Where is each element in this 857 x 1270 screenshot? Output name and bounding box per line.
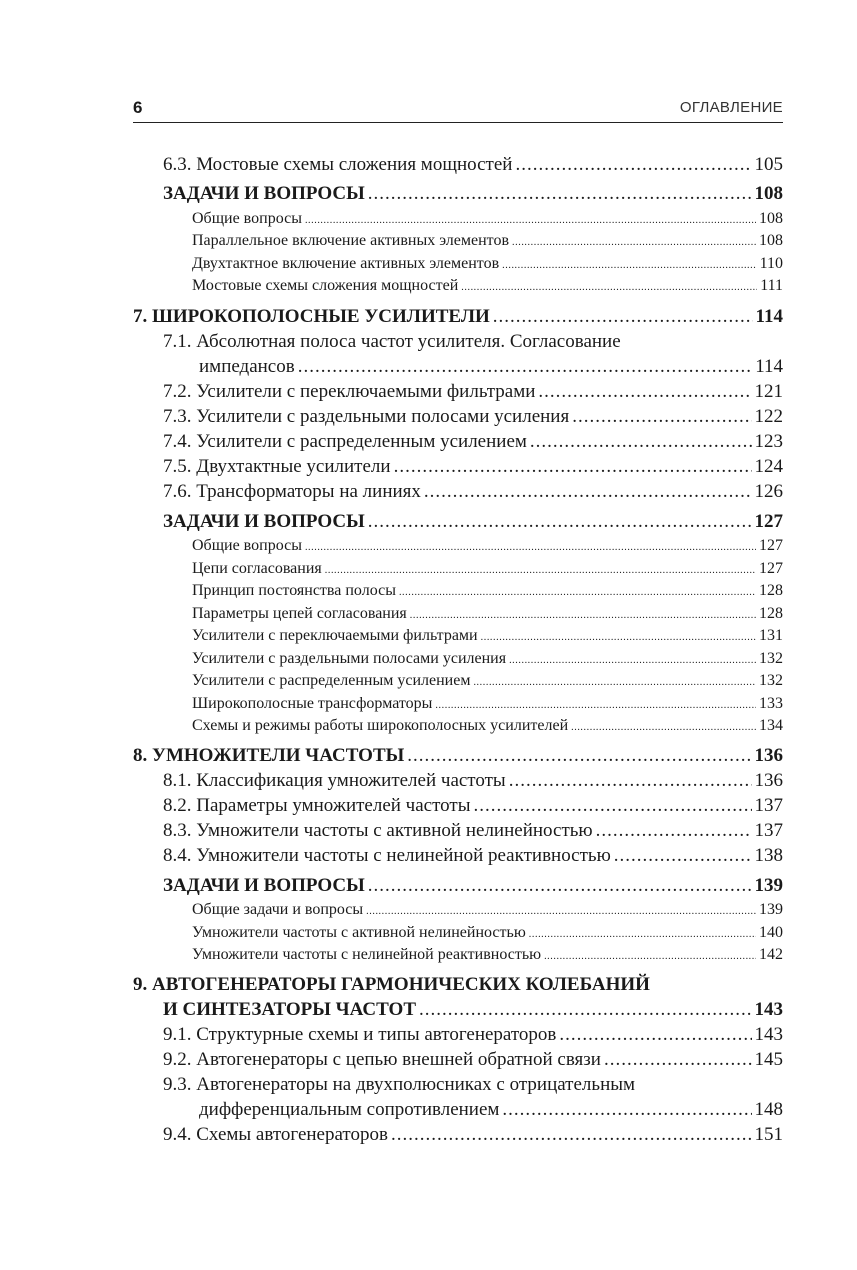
toc-entry-page: 143 (754, 999, 783, 1020)
toc-entry-title: ЗАДАЧИ И ВОПРОСЫ (163, 511, 365, 532)
toc-entry-8-1[interactable] (163, 770, 783, 792)
toc-entry-8-3[interactable] (163, 820, 783, 842)
toc-entry-7-5[interactable] (163, 456, 783, 478)
dot-leader (509, 655, 756, 666)
dot-leader (325, 565, 756, 576)
dot-leader (493, 306, 753, 328)
dot-leader (368, 183, 752, 205)
dot-leader (461, 282, 757, 293)
toc-chapter-7[interactable] (133, 306, 783, 328)
toc-subentry[interactable] (192, 627, 783, 645)
dot-leader (559, 1024, 751, 1046)
toc-entry-page: 126 (754, 481, 783, 502)
toc-subentry[interactable] (192, 946, 783, 964)
toc-entry-9-1[interactable] (163, 1024, 783, 1046)
toc-entry-problems-6[interactable] (163, 183, 783, 205)
toc-entry-title: 7.2. Усилители с переключаемыми фильтрами (163, 381, 536, 402)
toc-entry-page: 124 (754, 456, 783, 477)
toc-chapter-8[interactable] (133, 745, 783, 767)
toc-entry-page: 111 (760, 277, 783, 294)
toc-entry-page: 128 (759, 582, 783, 599)
dot-leader (298, 356, 752, 378)
toc-entry-title: Широкополосные трансформаторы (192, 695, 433, 712)
toc-entry-7-4[interactable] (163, 431, 783, 453)
toc-entry-title-cont: дифференциальным сопротивлением (199, 1099, 500, 1120)
toc-entry-9-3[interactable] (199, 1099, 783, 1121)
toc-subentry[interactable] (192, 232, 783, 250)
toc-entry-page: 108 (759, 232, 783, 249)
toc-entry-title: 8.1. Классификация умножителей частоты (163, 770, 506, 791)
toc-subentry[interactable] (192, 277, 783, 295)
dot-leader (366, 906, 756, 917)
toc-entry-9-3-line1[interactable]: 9.3. Автогенераторы на двухполюсниках с отрицательным (163, 1074, 636, 1095)
dot-leader (473, 677, 756, 688)
toc-subentry[interactable] (192, 717, 783, 735)
toc-entry-page: 137 (754, 820, 783, 841)
toc-entry-title: 8. УМНОЖИТЕЛИ ЧАСТОТЫ (133, 745, 405, 766)
dot-leader (515, 154, 751, 176)
toc-entry-page: 136 (754, 745, 783, 766)
dot-leader (481, 632, 756, 643)
toc-entry-page: 132 (759, 672, 783, 689)
toc-chapter-9-line1[interactable]: 9. АВТОГЕНЕРАТОРЫ ГАРМОНИЧЕСКИХ КОЛЕБАНИЙ (133, 974, 650, 995)
toc-entry-title: Цепи согласования (192, 560, 322, 577)
dot-leader (572, 406, 751, 428)
toc-subentry[interactable] (192, 695, 783, 713)
toc-subentry[interactable] (192, 560, 783, 578)
dot-leader (394, 456, 752, 478)
toc-entry-page: 132 (759, 650, 783, 667)
toc-entry-title: 6.3. Мостовые схемы сложения мощностей (163, 154, 513, 175)
toc-entry-8-4[interactable] (163, 845, 783, 867)
toc-entry-7-2[interactable] (163, 381, 783, 403)
toc-entry-page: 105 (754, 154, 783, 175)
toc-entry-title-cont: импедансов (199, 356, 295, 377)
toc-entry-title: Усилители с распределенным усилением (192, 672, 471, 689)
toc-entry-title: 9.1. Структурные схемы и типы автогенераторов (163, 1024, 557, 1045)
toc-entry-title-cont: И СИНТЕЗАТОРЫ ЧАСТОТ (163, 999, 416, 1020)
toc-entry-page: 108 (759, 210, 783, 227)
toc-entry-page: 136 (754, 770, 783, 791)
toc-subentry[interactable] (192, 924, 783, 942)
toc-subentry[interactable] (192, 255, 783, 273)
toc-entry-title: 9.4. Схемы автогенераторов (163, 1124, 388, 1145)
dot-leader (571, 722, 756, 733)
toc-entry-page: 151 (754, 1124, 783, 1145)
dot-leader (407, 745, 751, 767)
toc-entry-problems-7[interactable] (163, 511, 783, 533)
page-header (133, 96, 783, 123)
toc-entry-page: 139 (754, 875, 783, 896)
dot-leader (391, 1124, 752, 1146)
toc-entry-title: 7. ШИРОКОПОЛОСНЫЕ УСИЛИТЕЛИ (133, 306, 490, 327)
toc-entry-8-2[interactable] (163, 795, 783, 817)
page-number: 6 (133, 98, 143, 117)
toc-entry-title: Мостовые схемы сложения мощностей (192, 277, 459, 294)
toc-entry-page: 127 (759, 560, 783, 577)
toc-entry-page: 127 (754, 511, 783, 532)
toc-entry-title: 9.2. Автогенераторы с цепью внешней обратной связи (163, 1049, 601, 1070)
dot-leader (410, 610, 756, 621)
toc-entry-title: 7.4. Усилители с распределенным усилением (163, 431, 527, 452)
toc-entry-title: Умножители частоты с активной нелинейностью (192, 924, 526, 941)
dot-leader (435, 700, 756, 711)
toc-entry-9-2[interactable] (163, 1049, 783, 1071)
dot-leader (502, 1099, 751, 1121)
toc-entry-page: 133 (759, 695, 783, 712)
toc-subentry[interactable] (192, 650, 783, 668)
dot-leader (424, 481, 752, 503)
toc-entry-page: 123 (754, 431, 783, 452)
dot-leader (305, 215, 756, 226)
toc-entry-title: Схемы и режимы работы широкополосных усилителей (192, 717, 569, 734)
toc-entry-page: 139 (759, 901, 783, 918)
toc-entry-7-1-line1[interactable]: 7.1. Абсолютная полоса частот усилителя. Согласование (163, 331, 621, 352)
toc-entry-7-6[interactable] (163, 481, 783, 503)
toc-entry-page: 122 (754, 406, 783, 427)
running-title: ОГЛАВЛЕНИЕ (679, 99, 783, 116)
dot-leader (614, 845, 752, 867)
dot-leader (529, 929, 756, 940)
toc-chapter-9[interactable] (163, 999, 783, 1021)
dot-leader (368, 875, 752, 897)
toc-subentry[interactable] (192, 537, 783, 555)
toc-entry-title: 8.4. Умножители частоты с нелинейной реактивностью (163, 845, 611, 866)
toc-entry-7-1[interactable] (199, 356, 783, 378)
toc-entry-page: 148 (754, 1099, 783, 1120)
toc-entry-page: 114 (755, 306, 783, 327)
toc-entry-page: 121 (754, 381, 783, 402)
dot-leader (368, 511, 752, 533)
toc-entry-page: 110 (759, 255, 783, 272)
toc-entry-page: 128 (759, 605, 783, 622)
toc-entry-page: 142 (759, 946, 783, 963)
dot-leader (604, 1049, 752, 1071)
toc-entry-title: 7.6. Трансформаторы на линиях (163, 481, 421, 502)
toc-subentry[interactable] (192, 672, 783, 690)
toc-entry-page: 140 (759, 924, 783, 941)
toc-entry-title: 8.3. Умножители частоты с активной нелинейностью (163, 820, 593, 841)
dot-leader (512, 237, 756, 248)
toc-entry-page: 138 (754, 845, 783, 866)
toc-entry-page: 114 (755, 356, 783, 377)
toc-entry-6-3[interactable] (163, 154, 783, 176)
toc-entry-title: ЗАДАЧИ И ВОПРОСЫ (163, 183, 365, 204)
dot-leader (399, 587, 756, 598)
toc-entry-title: Параллельное включение активных элементов (192, 232, 510, 249)
toc-entry-7-3[interactable] (163, 406, 783, 428)
toc-entry-page: 137 (754, 795, 783, 816)
toc-entry-title: Усилители с переключаемыми фильтрами (192, 627, 478, 644)
dot-leader (538, 381, 751, 403)
toc-subentry[interactable] (192, 605, 783, 623)
toc-entry-title: 7.3. Усилители с раздельными полосами усиления (163, 406, 570, 427)
toc-subentry[interactable] (192, 210, 783, 228)
toc-entry-title: Принцип постоянства полосы (192, 582, 396, 599)
dot-leader (596, 820, 752, 842)
toc-entry-title: Параметры цепей согласования (192, 605, 407, 622)
toc-entry-page: 127 (759, 537, 783, 554)
toc-entry-title: 7.5. Двухтактные усилители (163, 456, 391, 477)
toc-entry-title: Двухтактное включение активных элементов (192, 255, 500, 272)
toc-entry-title: ЗАДАЧИ И ВОПРОСЫ (163, 875, 365, 896)
toc-entry-problems-8[interactable] (163, 875, 783, 897)
toc-subentry[interactable] (192, 582, 783, 600)
toc-entry-9-4[interactable] (163, 1124, 783, 1146)
toc-subentry[interactable] (192, 901, 783, 919)
dot-leader (419, 999, 752, 1021)
toc-entry-page: 145 (754, 1049, 783, 1070)
toc-entry-title: Общие вопросы (192, 537, 302, 554)
dot-leader (509, 770, 752, 792)
dot-leader (305, 542, 756, 553)
toc-entry-page: 143 (754, 1024, 783, 1045)
dot-leader (544, 951, 756, 962)
toc-entry-page: 131 (759, 627, 783, 644)
toc-entry-page: 134 (759, 717, 783, 734)
dot-leader (502, 260, 756, 271)
toc-entry-title: Общие задачи и вопросы (192, 901, 364, 918)
toc-entry-title: Общие вопросы (192, 210, 302, 227)
toc-entry-page: 108 (754, 183, 783, 204)
toc-entry-title: Усилители с раздельными полосами усиления (192, 650, 507, 667)
dot-leader (473, 795, 751, 817)
toc-entry-title: 8.2. Параметры умножителей частоты (163, 795, 471, 816)
dot-leader (530, 431, 752, 453)
toc-entry-title: Умножители частоты с нелинейной реактивностью (192, 946, 542, 963)
